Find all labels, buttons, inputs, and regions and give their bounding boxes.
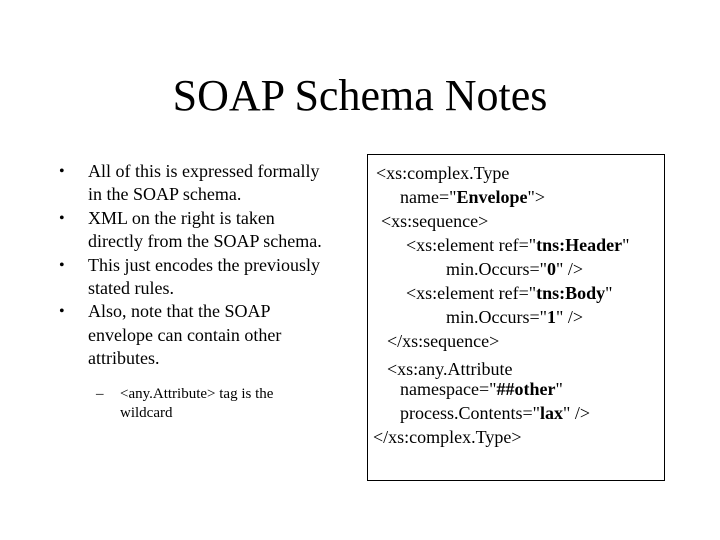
code-line xyxy=(446,257,583,281)
dash-icon: – xyxy=(96,385,104,402)
bullet-text-line: directly from the SOAP schema. xyxy=(88,231,322,252)
code-line xyxy=(446,305,583,329)
code-text: <xs:element ref=" xyxy=(406,235,537,255)
bullet-item xyxy=(55,300,355,370)
slide-title: SOAP Schema Notes xyxy=(172,71,548,120)
code-text: min.Occurs=" xyxy=(446,307,547,327)
bullet-text-line: envelope can contain other xyxy=(88,324,282,345)
code-bold-value: Envelope xyxy=(456,187,528,207)
bullet-text-line: All of this is expressed formally xyxy=(88,161,320,181)
bullet-text-line: Also, note that the SOAP xyxy=(88,301,271,322)
code-line: <xs:sequence> xyxy=(381,211,489,231)
bullet-dot-icon: • xyxy=(59,163,65,180)
code-text: namespace=" xyxy=(400,379,497,399)
code-line xyxy=(400,185,545,209)
xml-code-box xyxy=(367,154,665,481)
code-text: process.Contents=" xyxy=(400,403,540,423)
code-text: " /> xyxy=(555,307,583,327)
bullet-item xyxy=(55,254,355,301)
sub-bullet-item xyxy=(88,385,355,423)
code-text: <xs:element ref=" xyxy=(406,283,537,303)
code-line xyxy=(400,401,590,425)
code-text: " xyxy=(622,235,630,255)
bullet-text-line: This just encodes the previously xyxy=(88,254,320,275)
bullet-dot-icon: • xyxy=(59,303,65,321)
code-line: <xs:any.Attribute xyxy=(387,359,513,379)
code-text: " /> xyxy=(555,259,583,279)
code-bold-value: 1 xyxy=(546,307,556,327)
code-line: </xs:sequence> xyxy=(387,331,500,351)
bullet-dot-icon: • xyxy=(59,209,65,227)
code-bold-value: lax xyxy=(539,403,563,423)
bullet-text-line: stated rules. xyxy=(88,278,174,299)
code-bold-value: tns:Header xyxy=(536,235,623,255)
code-bold-value: ##other xyxy=(496,379,556,399)
sub-bullet-text-line: <any.Attribute> tag is the xyxy=(120,385,274,402)
bullet-dot-icon: • xyxy=(59,256,65,274)
code-line: </xs:complex.Type> xyxy=(373,427,522,447)
code-bold-value: tns:Body xyxy=(536,283,606,303)
bullet-text-line: in the SOAP schema. xyxy=(88,184,242,205)
bullet-list xyxy=(55,160,355,423)
code-text: " /> xyxy=(563,403,590,423)
bullet-item xyxy=(55,207,355,254)
code-text: name=" xyxy=(400,187,457,207)
code-line xyxy=(406,281,613,305)
code-line: <xs:complex.Type xyxy=(376,163,510,183)
code-bold-value: 0 xyxy=(546,259,556,279)
code-text: min.Occurs=" xyxy=(446,259,547,279)
bullet-text-line: attributes. xyxy=(88,348,160,369)
code-line xyxy=(406,233,629,257)
sub-bullet-text-line: wildcard xyxy=(120,404,173,421)
code-text: " xyxy=(605,283,613,303)
code-line xyxy=(400,377,563,401)
bullet-item xyxy=(55,160,355,207)
code-text: " xyxy=(555,379,563,399)
bullet-text-line: XML on the right is taken xyxy=(88,207,275,228)
code-text: "> xyxy=(527,187,545,207)
